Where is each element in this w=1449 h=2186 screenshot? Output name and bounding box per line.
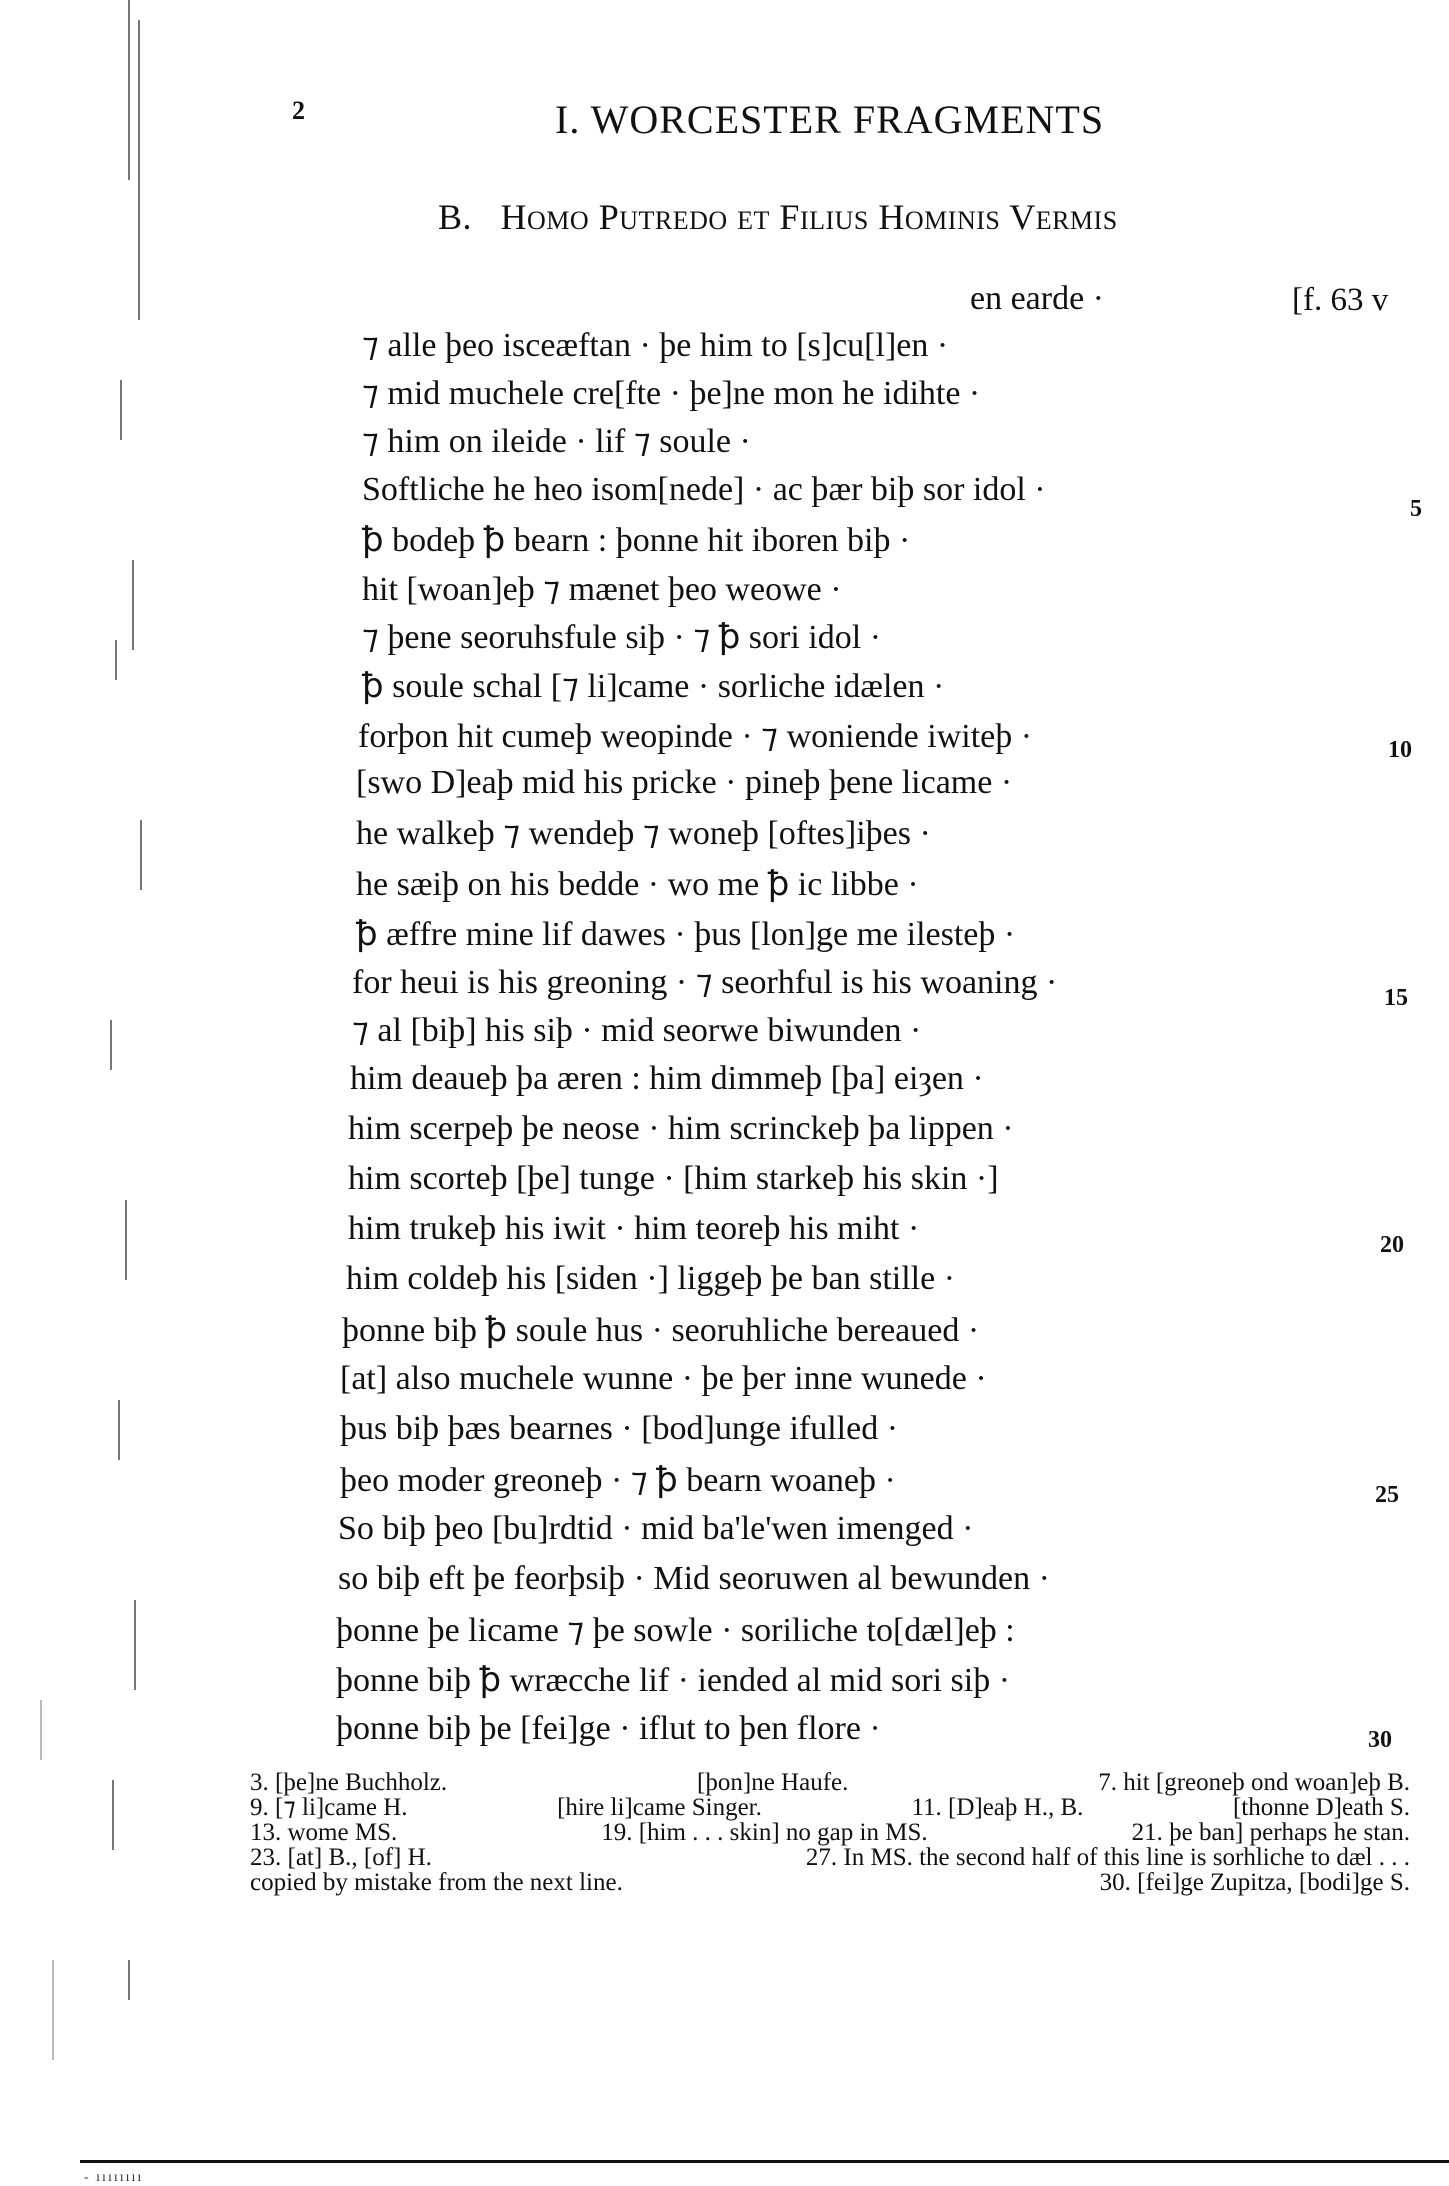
page-number: 2 (292, 96, 305, 125)
verse-line: Softliche he heo isom[nede] · ac þær biþ sor idol · (362, 471, 1046, 508)
folio-reference: [f. 63 v (1292, 282, 1389, 318)
heading-word-vermis: VERMIS (1009, 197, 1118, 237)
footnote: 11. [D]eaþ H., B. (911, 1794, 1084, 1821)
verse-line: en earde · (970, 280, 1105, 317)
verse-line: ꝥ bodeþ ꝥ bearn : þonne hit iboren biþ · (362, 522, 911, 559)
heading-word-homo: HOMO (500, 197, 590, 237)
verse-line: him scerpeþ þe neose · him scrinckeþ þa lippen · (348, 1110, 1014, 1147)
section-letter: B. (438, 197, 473, 237)
verse-line: ⁊ al [biþ] his siþ · mid seorwe biwunden · (352, 1012, 922, 1049)
verse-line: ⁊ mid muchele cre[fte · þe]ne mon he idihte · (362, 375, 981, 412)
section-heading (438, 196, 1118, 238)
verse-line: þonne biþ þe [fei]ge · iflut to þen flore · (336, 1710, 881, 1747)
line-number: 30 (1368, 1727, 1392, 1753)
line-number: 15 (1384, 985, 1408, 1011)
bottom-edge-rule (80, 2160, 1449, 2163)
footnote: 19. [him . . . skin] no gap in MS. (601, 1819, 928, 1846)
footnote-line (250, 1820, 1410, 1845)
running-title: I. WORCESTER FRAGMENTS (555, 97, 1105, 142)
verse-line: hit [woan]eþ ⁊ mænet þeo weowe · (362, 571, 842, 608)
verse-line: him coldeþ his [siden ·] liggeþ þe ban stille · (346, 1260, 956, 1297)
verse-line: he sæiþ on his bedde · wo me ꝥ ic libbe · (356, 866, 919, 903)
heading-word-putredo: PUTREDO (598, 197, 728, 237)
verse-line: So biþ þeo [bu]rdtid · mid ba'le'wen imenged · (338, 1510, 974, 1547)
line-number: 5 (1410, 496, 1422, 522)
verse-line: þeo moder greoneþ · ⁊ ꝥ bearn woaneþ · (340, 1462, 896, 1499)
line-number: 10 (1388, 737, 1412, 763)
binding-gutter (0, 0, 160, 2184)
footnote: 13. wome MS. (250, 1819, 398, 1846)
verse-line: ꝥ soule schal [⁊ li]came · sorliche idælen · (362, 668, 945, 705)
footnotes (250, 1770, 1410, 1895)
verse-line: he walkeþ ⁊ wendeþ ⁊ woneþ [oftes]iþes · (356, 815, 931, 852)
verse-line: forþon hit cumeþ weopinde · ⁊ woniende iwiteþ · (358, 718, 1033, 755)
verse-line: [at] also muchele wunne · þe þer inne wunede · (340, 1360, 987, 1397)
footnote-line (250, 1795, 1410, 1820)
footnote-line (250, 1770, 1410, 1795)
heading-word-hominis: HOMINIS (878, 197, 1001, 237)
verse-line: þonne þe licame ⁊ þe sowle · soriliche to[dæl]eþ : (336, 1612, 1015, 1649)
verse-line: þonne biþ ꝥ soule hus · seoruhliche bereaued · (342, 1312, 980, 1349)
heading-word-et: ET (737, 206, 770, 235)
verse-line: him trukeþ his iwit · him teoreþ his miht · (348, 1210, 920, 1247)
footnote: 23. [at] B., [of] H. (250, 1844, 432, 1871)
verse-line: him scorteþ [þe] tunge · [him starkeþ his skin ·] (348, 1160, 999, 1197)
footnote: 21. þe ban] perhaps he stan. (1131, 1819, 1410, 1846)
footnote: [þon]ne Haufe. (697, 1769, 849, 1796)
footnote: 9. [⁊ li]came H. (250, 1794, 408, 1821)
footnote: [thonne D]eath S. (1232, 1794, 1410, 1821)
verse-line: ⁊ alle þeo isceæftan · þe him to [s]cu[l]en · (362, 327, 949, 364)
verse-line: him deaueþ þa æren : him dimmeþ [þa] eiȝen · (350, 1060, 984, 1097)
footnote: 27. In MS. the second half of this line is sorhliche to dæl . . . (805, 1844, 1410, 1871)
footnote: 30. [fei]ge Zupitza, [bodi]ge S. (1099, 1869, 1410, 1896)
footnote: copied by mistake from the next line. (250, 1869, 623, 1896)
line-number: 25 (1375, 1482, 1399, 1508)
footnote: [hire li]came Singer. (557, 1794, 762, 1821)
footnote: 3. [þe]ne Buchholz. (250, 1769, 448, 1796)
verse-line: þonne biþ ꝥ wræcche lif · iended al mid sori siþ · (336, 1662, 1011, 1699)
footnote: 7. hit [greoneþ ond woan]eþ B. (1098, 1769, 1410, 1796)
heading-word-filius: FILIUS (779, 197, 869, 237)
verse-line: [swo D]eaþ mid his pricke · pineþ þene licame · (356, 764, 1013, 801)
verse-line: ⁊ him on ileide · lif ⁊ soule · (362, 423, 751, 460)
scan-marks: - ıııııııı (84, 2170, 144, 2185)
verse-line: þus biþ þæs bearnes · [bod]unge ifulled · (340, 1410, 899, 1447)
footnote-line (250, 1870, 1410, 1895)
verse-line: for heui is his greoning · ⁊ seorhful is his woaning · (352, 964, 1058, 1001)
verse-line: ⁊ þene seoruhsfule siþ · ⁊ ꝥ sori idol · (362, 619, 882, 656)
verse-line: so biþ eft þe feorþsiþ · Mid seoruwen al bewunden · (338, 1560, 1050, 1597)
verse-line: ꝥ æffre mine lif dawes · þus [lon]ge me ilesteþ · (356, 916, 1016, 953)
footnote-line (250, 1845, 1410, 1870)
line-number: 20 (1380, 1232, 1404, 1258)
